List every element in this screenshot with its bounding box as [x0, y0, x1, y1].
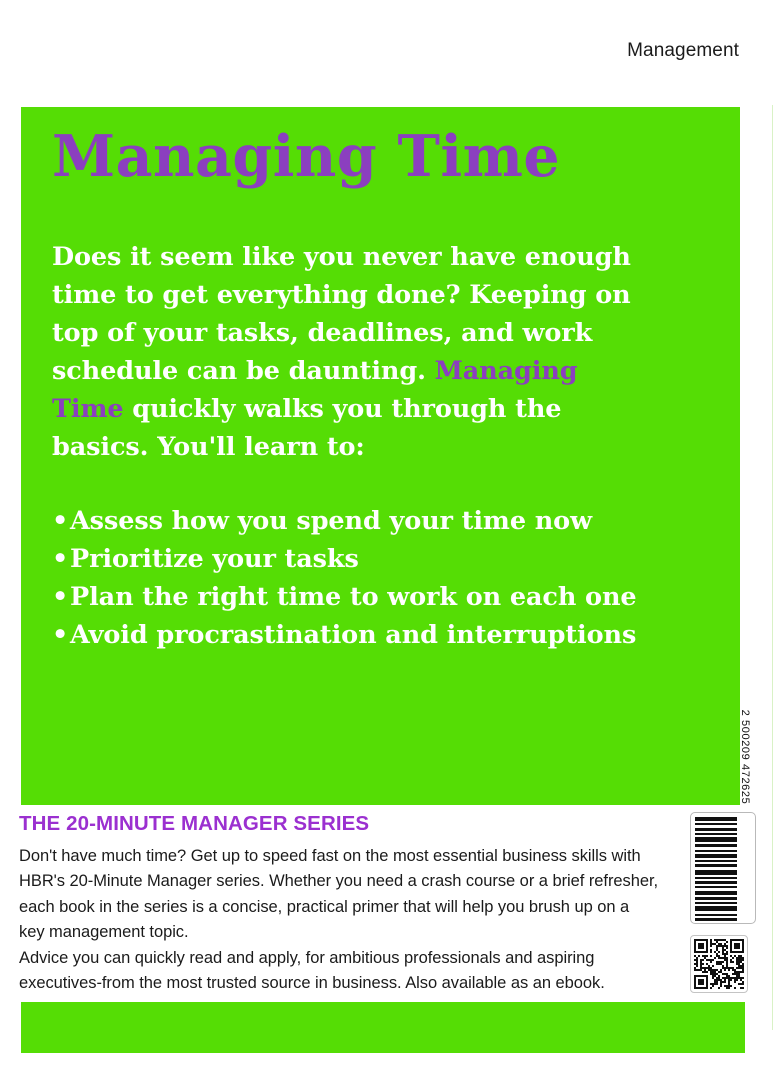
bottom-green-band [21, 1002, 745, 1053]
list-item-label: Plan the right time to work on each one [70, 581, 637, 612]
qr-code[interactable] [690, 935, 748, 993]
series-paragraph-1: Don't have much time? Get up to speed fast on the most essential business skills with HBR's 20-Minute Manager series. Whether you need a crash course or a brief refresher, each book in the series is a concise, practical primer that will help you brush up on a key management topic. [19, 847, 659, 942]
book-title: Managing Time [52, 123, 561, 190]
blurb-text-lead: Does it seem like you never have enough time to get everything done? Keeping on top of your tasks, deadlines, and work schedule can be daunting. [52, 242, 631, 386]
barcode-bars [695, 817, 737, 921]
barcode [690, 709, 756, 924]
series-heading: THE 20-MINUTE MANAGER SERIES [19, 812, 370, 835]
list-item [52, 503, 692, 541]
blurb-paragraph [52, 239, 652, 467]
bullet-dot-icon: • [52, 506, 69, 536]
bullet-dot-icon: • [52, 581, 69, 612]
category-label: Management [627, 40, 739, 61]
learning-points-list [52, 503, 692, 655]
blurb-title-mention: Managing Time [52, 355, 578, 424]
list-item [52, 617, 692, 655]
bullet-dot-icon: • [52, 543, 69, 574]
series-paragraph-2: Advice you can quickly read and apply, for ambitious professionals and aspiring executives-from the most trusted source in business. Also available as an ebook. [19, 948, 605, 993]
list-item-label: Assess how you spend your time now [70, 506, 592, 536]
trim-guide-line [772, 105, 773, 1030]
barcode-number: 2 500209 472625 [739, 709, 751, 805]
list-item [52, 541, 692, 579]
blurb-text-tail: quickly walks you through the basics. You'll learn to: [52, 393, 562, 462]
bullet-dot-icon: • [52, 619, 69, 650]
series-description-block [19, 812, 659, 996]
green-panel [21, 107, 740, 805]
list-item [52, 579, 692, 617]
list-item-label: Avoid procrastination and interruptions [70, 619, 637, 650]
list-item-label: Prioritize your tasks [70, 543, 359, 574]
